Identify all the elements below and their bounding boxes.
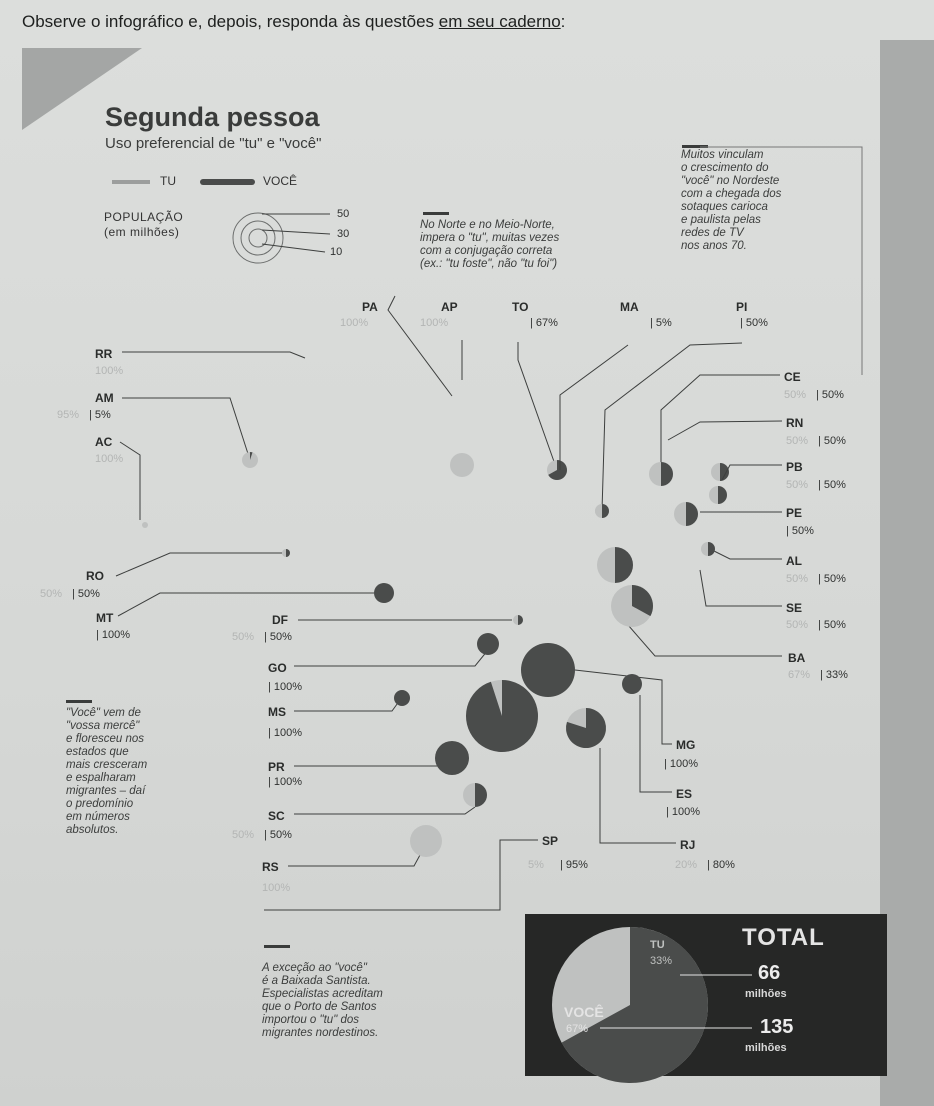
leader-line-ro — [116, 553, 282, 576]
population-label: POPULAÇÃO — [104, 210, 184, 224]
state-label-mt: MT — [96, 611, 114, 625]
pct-voce-go: | 100% — [268, 681, 303, 693]
pct-voce-rn: | 50% — [818, 435, 846, 447]
pct-voce-sc: | 50% — [264, 829, 292, 841]
total-title: TOTAL — [742, 924, 825, 951]
state-label-ac: AC — [95, 435, 113, 449]
pct-tu-ac: 100% — [95, 453, 124, 465]
state-label-am: AM — [95, 391, 114, 405]
state-label-mg: MG — [676, 738, 696, 752]
pct-tu-pa: 100% — [340, 317, 369, 329]
pct-voce-ce: | 50% — [816, 389, 844, 401]
leader-line-sp — [264, 840, 538, 910]
pct-tu-rr: 100% — [95, 365, 124, 377]
legend-tu-swatch — [112, 180, 150, 184]
pie-ba — [611, 585, 653, 627]
pct-voce-mt: | 100% — [96, 629, 131, 641]
pct-voce-to: | 67% — [530, 317, 558, 329]
state-label-rs: RS — [262, 860, 279, 874]
pie-pr — [435, 741, 469, 775]
legend-voce-label: VOCÊ — [263, 174, 298, 188]
note-dash-1 — [423, 212, 449, 215]
leader-line-pi — [602, 343, 742, 511]
leader-line-se — [700, 570, 782, 606]
pct-voce-df: | 50% — [264, 631, 292, 643]
leader-line-ce — [661, 375, 780, 474]
pie-sc — [463, 783, 487, 807]
state-label-pa: PA — [362, 300, 378, 314]
chart-subtitle: Uso preferencial de "tu" e "você" — [105, 135, 322, 152]
instruction-text: Observe o infográfico e, depois, responda às questões em seu caderno: — [22, 12, 566, 31]
leader-line-to — [518, 342, 557, 470]
leader-line-rr — [122, 352, 305, 358]
pct-voce-ms: | 100% — [268, 727, 303, 739]
state-label-go: GO — [268, 661, 287, 675]
pct-voce-sp: | 95% — [560, 859, 588, 871]
pct-tu-df: 50% — [232, 631, 255, 643]
state-label-pb: PB — [786, 460, 803, 474]
leader-line-mt — [118, 593, 374, 616]
pct-tu-ap: 100% — [420, 317, 449, 329]
state-label-rn: RN — [786, 416, 804, 430]
total-voce-value: 135 — [760, 1016, 794, 1038]
total-tu-value: 66 — [758, 962, 781, 984]
state-label-ro: RO — [86, 569, 104, 583]
legend-tu-label: TU — [160, 174, 176, 188]
leader-line-am — [122, 398, 250, 460]
pct-tu-ba: 67% — [788, 669, 811, 681]
state-label-ma: MA — [620, 300, 639, 314]
legend-voce-swatch — [200, 179, 255, 185]
leader-line-go — [294, 650, 488, 666]
state-label-se: SE — [786, 601, 803, 615]
total-tu-label: TU — [650, 939, 665, 951]
total-tu-pct: 33% — [650, 955, 673, 967]
pct-voce-mg: | 100% — [664, 758, 699, 770]
pct-voce-al: | 50% — [818, 573, 846, 585]
state-label-sp: SP — [542, 834, 559, 848]
population-unit: (em milhões) — [104, 225, 180, 239]
state-label-ms: MS — [268, 705, 286, 719]
pie-pe — [674, 502, 698, 526]
pct-tu-rj: 20% — [675, 859, 698, 871]
state-label-sc: SC — [268, 809, 285, 823]
nordeste-bracket — [700, 147, 862, 375]
leader-line-rn — [668, 421, 782, 440]
population-value-10: 10 — [330, 246, 343, 258]
pie-ac — [142, 522, 148, 528]
pct-tu-sp: 5% — [528, 859, 544, 871]
state-label-rj: RJ — [680, 838, 696, 852]
leader-line-rs — [288, 855, 420, 866]
pct-tu-rs: 100% — [262, 882, 291, 894]
total-tu-unit: milhões — [745, 988, 787, 1000]
chart-title: Segunda pessoa — [105, 102, 320, 132]
pct-tu-al: 50% — [786, 573, 809, 585]
state-label-es: ES — [676, 787, 693, 801]
pct-tu-se: 50% — [786, 619, 809, 631]
pct-voce-pe: | 50% — [786, 525, 814, 537]
pie-am — [242, 452, 258, 468]
total-voce-label: VOCÊ — [564, 1004, 604, 1020]
total-voce-pct: 67% — [566, 1023, 589, 1035]
total-voce-unit: milhões — [745, 1042, 787, 1054]
leader-line-ma — [560, 345, 628, 470]
state-label-df: DF — [272, 613, 288, 627]
state-label-rr: RR — [95, 347, 113, 361]
pie-mt — [374, 583, 394, 603]
leader-line-sc — [294, 807, 475, 814]
leader-line-al — [710, 549, 782, 559]
state-label-pr: PR — [268, 760, 285, 774]
pct-tu-rn: 50% — [786, 435, 809, 447]
pct-voce-pb: | 50% — [818, 479, 846, 491]
pie-rj — [566, 708, 606, 748]
pie-to — [547, 460, 567, 480]
population-value-30: 30 — [337, 228, 350, 240]
state-label-ba: BA — [788, 651, 806, 665]
pie-al — [701, 542, 715, 556]
note-voce-origin: "Você" vem de "vossa mercê" e floresceu nos estados que mais cresceram e espalharam migrantes – daí o predomínio em números absolutos. — [66, 707, 148, 836]
pct-tu-pb: 50% — [786, 479, 809, 491]
pie-ro — [282, 549, 290, 557]
note-norte: No Norte e no Meio-Norte, impera o "tu", muitas vezes com a conjugação correta (ex.: "tu foste", não "tu foi") — [420, 219, 560, 270]
note-dash-2 — [66, 700, 92, 703]
pie-es — [622, 674, 642, 694]
pie-rs — [410, 825, 442, 857]
pie-go — [477, 633, 499, 655]
population-circle-1 — [241, 221, 275, 255]
pct-voce-es: | 100% — [666, 806, 701, 818]
pct-voce-ba: | 33% — [820, 669, 848, 681]
leader-line-pb — [722, 465, 782, 480]
state-label-ce: CE — [784, 370, 801, 384]
pie-ms — [394, 690, 410, 706]
pct-voce-pi: | 50% — [740, 317, 768, 329]
pie-df — [513, 615, 523, 625]
pct-tu-ro: 50% — [40, 588, 63, 600]
leader-line-ms — [294, 700, 400, 711]
pct-voce-se: | 50% — [818, 619, 846, 631]
state-label-pi: PI — [736, 300, 748, 314]
pie-mg — [521, 643, 575, 697]
state-label-al: AL — [786, 554, 802, 568]
pct-voce-ro: | 50% — [72, 588, 100, 600]
population-value-50: 50 — [337, 208, 350, 220]
pct-tu-am: 95% — [57, 409, 80, 421]
pie-ce — [649, 462, 673, 486]
note-dash-3 — [264, 945, 290, 948]
pct-voce-ma: | 5% — [650, 317, 672, 329]
state-label-pe: PE — [786, 506, 803, 520]
note-nordeste: Muitos vinculam o crescimento do "você" no Nordeste com a chegada dos sotaques carioca e paulista pelas redes de TV nos anos 70. — [681, 149, 782, 252]
pie-se — [597, 547, 633, 583]
pct-voce-pr: | 100% — [268, 776, 303, 788]
state-label-ap: AP — [441, 300, 458, 314]
pct-voce-rj: | 80% — [707, 859, 735, 871]
pie-pb — [709, 486, 727, 504]
pct-tu-sc: 50% — [232, 829, 255, 841]
pie-pi — [595, 504, 609, 518]
pct-tu-ce: 50% — [784, 389, 807, 401]
pie-sp — [466, 680, 538, 752]
pie-ap — [450, 453, 474, 477]
state-label-to: TO — [512, 300, 529, 314]
population-leader-30 — [262, 230, 330, 234]
note-baixada-santista: A exceção ao "você" é a Baixada Santista. Especialistas acreditam que o Porto de Santos importou o "tu" dos migrantes nordestinos. — [262, 962, 383, 1039]
pct-voce-am: | 5% — [89, 409, 111, 421]
